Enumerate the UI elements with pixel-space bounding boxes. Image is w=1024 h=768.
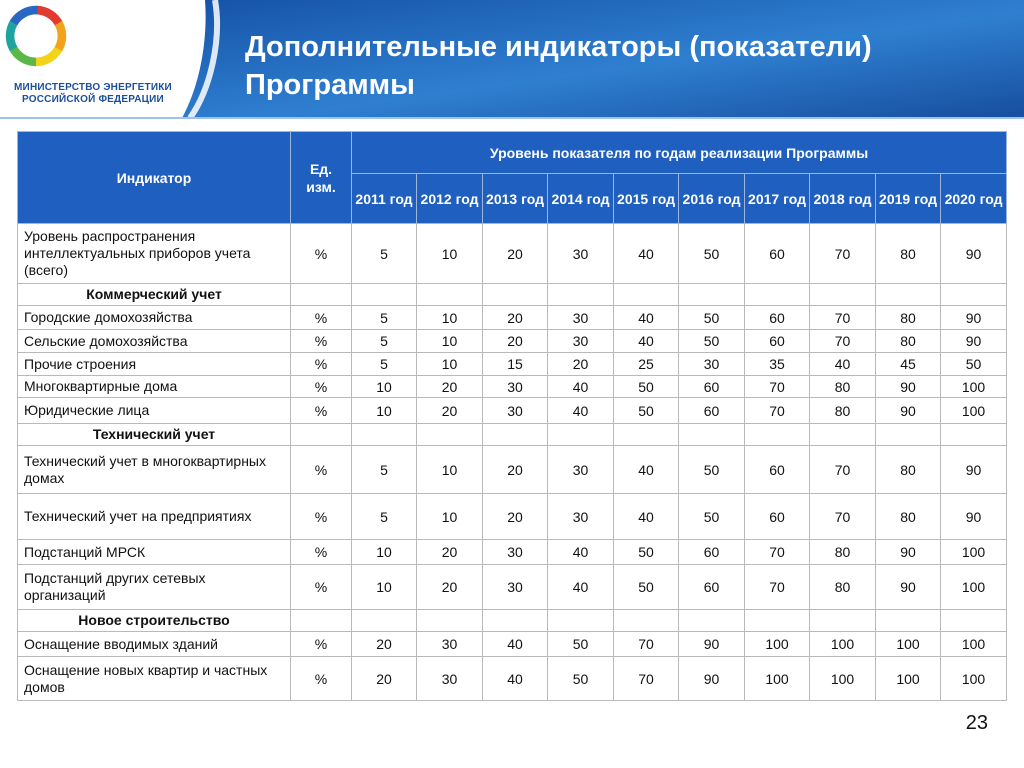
unit-cell: %: [291, 398, 352, 424]
value-cell: 20: [352, 657, 417, 701]
unit-cell: %: [291, 353, 352, 376]
header-year: 2018 год: [810, 174, 876, 224]
empty-cell: [417, 610, 483, 632]
value-cell: 40: [614, 306, 679, 330]
indicators-table: [17, 131, 1007, 701]
empty-cell: [941, 610, 1007, 632]
value-cell: 40: [614, 224, 679, 284]
indicator-name: Подстанций других сетевых организаций: [18, 565, 291, 610]
value-cell: 70: [810, 224, 876, 284]
empty-cell: [745, 284, 810, 306]
value-cell: 20: [483, 330, 548, 353]
empty-cell: [417, 284, 483, 306]
value-cell: 90: [679, 657, 745, 701]
value-cell: 10: [352, 540, 417, 565]
empty-cell: [876, 610, 941, 632]
value-cell: 70: [810, 494, 876, 540]
section-row: [18, 284, 1007, 306]
value-cell: 10: [352, 565, 417, 610]
empty-cell: [810, 424, 876, 446]
value-cell: 45: [876, 353, 941, 376]
empty-cell: [941, 424, 1007, 446]
value-cell: 20: [548, 353, 614, 376]
header-band: [0, 0, 1024, 128]
value-cell: 40: [483, 632, 548, 657]
value-cell: 100: [941, 565, 1007, 610]
empty-cell: [876, 424, 941, 446]
value-cell: 30: [483, 376, 548, 398]
value-cell: 50: [614, 398, 679, 424]
unit-cell: %: [291, 446, 352, 494]
value-cell: 50: [941, 353, 1007, 376]
section-title: Коммерческий учет: [18, 284, 291, 306]
value-cell: 80: [876, 330, 941, 353]
table-row: [18, 353, 1007, 376]
header-indicator: Индикатор: [18, 132, 291, 224]
ministry-logo-icon: [0, 0, 72, 72]
indicator-name: Оснащение новых квартир и частных домов: [18, 657, 291, 701]
value-cell: 80: [876, 306, 941, 330]
value-cell: 40: [614, 494, 679, 540]
value-cell: 80: [810, 376, 876, 398]
value-cell: 60: [745, 446, 810, 494]
value-cell: 70: [810, 306, 876, 330]
table-row: [18, 376, 1007, 398]
indicator-name: Сельские домохозяйства: [18, 330, 291, 353]
empty-cell: [352, 284, 417, 306]
empty-cell: [614, 284, 679, 306]
empty-cell: [483, 284, 548, 306]
value-cell: 80: [810, 398, 876, 424]
empty-cell: [810, 284, 876, 306]
header-year: 2016 год: [679, 174, 745, 224]
value-cell: 15: [483, 353, 548, 376]
header-year: 2013 год: [483, 174, 548, 224]
indicator-name: Уровень распространения интеллектуальных приборов учета (всего): [18, 224, 291, 284]
value-cell: 70: [745, 376, 810, 398]
value-cell: 30: [548, 446, 614, 494]
empty-cell: [679, 424, 745, 446]
value-cell: 50: [614, 540, 679, 565]
value-cell: 10: [352, 398, 417, 424]
header-year: 2020 год: [941, 174, 1007, 224]
value-cell: 30: [417, 657, 483, 701]
value-cell: 5: [352, 446, 417, 494]
table-row: [18, 632, 1007, 657]
value-cell: 70: [745, 540, 810, 565]
value-cell: 40: [614, 446, 679, 494]
value-cell: 100: [941, 540, 1007, 565]
table-row: [18, 224, 1007, 284]
unit-cell: %: [291, 330, 352, 353]
value-cell: 100: [941, 632, 1007, 657]
indicator-name: Технический учет на предприятиях: [18, 494, 291, 540]
table-row: [18, 330, 1007, 353]
empty-cell: [745, 424, 810, 446]
value-cell: 100: [745, 632, 810, 657]
table-row: [18, 657, 1007, 701]
empty-cell: [352, 424, 417, 446]
page-title-line1: Дополнительные индикаторы (показатели): [245, 31, 872, 63]
value-cell: 10: [417, 330, 483, 353]
header-year: 2012 год: [417, 174, 483, 224]
ministry-name-line2: РОССИЙСКОЙ ФЕДЕРАЦИИ: [22, 94, 164, 105]
value-cell: 90: [876, 376, 941, 398]
header-year: 2015 год: [614, 174, 679, 224]
indicator-name: Прочие строения: [18, 353, 291, 376]
value-cell: 50: [548, 657, 614, 701]
value-cell: 20: [417, 540, 483, 565]
value-cell: 10: [417, 446, 483, 494]
unit-cell: %: [291, 632, 352, 657]
value-cell: 60: [745, 330, 810, 353]
empty-cell: [614, 424, 679, 446]
table-row: [18, 306, 1007, 330]
value-cell: 10: [417, 353, 483, 376]
value-cell: 90: [941, 330, 1007, 353]
value-cell: 30: [548, 306, 614, 330]
value-cell: 100: [941, 398, 1007, 424]
value-cell: 20: [483, 224, 548, 284]
value-cell: 100: [941, 376, 1007, 398]
empty-cell: [548, 284, 614, 306]
unit-cell: %: [291, 565, 352, 610]
value-cell: 100: [941, 657, 1007, 701]
ministry-name: [8, 82, 178, 106]
value-cell: 50: [548, 632, 614, 657]
value-cell: 100: [810, 657, 876, 701]
empty-cell: [483, 610, 548, 632]
value-cell: 60: [679, 565, 745, 610]
value-cell: 60: [679, 398, 745, 424]
value-cell: 5: [352, 353, 417, 376]
indicator-name: Подстанций МРСК: [18, 540, 291, 565]
value-cell: 70: [614, 632, 679, 657]
header-year: 2014 год: [548, 174, 614, 224]
value-cell: 60: [745, 224, 810, 284]
section-row: [18, 424, 1007, 446]
value-cell: 20: [417, 398, 483, 424]
section-title: Технический учет: [18, 424, 291, 446]
value-cell: 50: [679, 306, 745, 330]
value-cell: 50: [679, 224, 745, 284]
header-year: 2011 год: [352, 174, 417, 224]
unit-cell: %: [291, 224, 352, 284]
value-cell: 90: [876, 398, 941, 424]
value-cell: 60: [745, 494, 810, 540]
value-cell: 60: [745, 306, 810, 330]
value-cell: 90: [679, 632, 745, 657]
value-cell: 30: [679, 353, 745, 376]
value-cell: 5: [352, 494, 417, 540]
value-cell: 40: [548, 376, 614, 398]
value-cell: 80: [876, 224, 941, 284]
value-cell: 30: [483, 540, 548, 565]
value-cell: 30: [548, 330, 614, 353]
unit-cell: %: [291, 494, 352, 540]
empty-cell: [548, 610, 614, 632]
empty-cell: [679, 284, 745, 306]
unit-cell: %: [291, 657, 352, 701]
table-row: [18, 565, 1007, 610]
value-cell: 100: [876, 632, 941, 657]
empty-cell: [483, 424, 548, 446]
value-cell: 70: [745, 398, 810, 424]
empty-cell: [291, 610, 352, 632]
empty-cell: [810, 610, 876, 632]
indicator-name: Юридические лица: [18, 398, 291, 424]
value-cell: 70: [745, 565, 810, 610]
header-year: 2017 год: [745, 174, 810, 224]
header-unit: Ед. изм.: [291, 132, 352, 224]
header-level: Уровень показателя по годам реализации Программы: [352, 132, 1007, 174]
value-cell: 30: [417, 632, 483, 657]
value-cell: 80: [876, 446, 941, 494]
value-cell: 50: [679, 446, 745, 494]
value-cell: 70: [810, 446, 876, 494]
value-cell: 90: [876, 540, 941, 565]
value-cell: 10: [352, 376, 417, 398]
value-cell: 80: [876, 494, 941, 540]
empty-cell: [679, 610, 745, 632]
value-cell: 20: [417, 376, 483, 398]
page-number: 23: [965, 712, 988, 734]
empty-cell: [941, 284, 1007, 306]
empty-cell: [417, 424, 483, 446]
value-cell: 10: [417, 224, 483, 284]
value-cell: 80: [810, 565, 876, 610]
indicator-name: Технический учет в многоквартирных домах: [18, 446, 291, 494]
value-cell: 30: [483, 398, 548, 424]
value-cell: 100: [745, 657, 810, 701]
table-body: [18, 224, 1007, 701]
value-cell: 20: [483, 306, 548, 330]
table-header-row: [18, 132, 1007, 174]
value-cell: 40: [548, 540, 614, 565]
value-cell: 35: [745, 353, 810, 376]
unit-cell: %: [291, 306, 352, 330]
value-cell: 90: [876, 565, 941, 610]
value-cell: 30: [548, 494, 614, 540]
value-cell: 70: [810, 330, 876, 353]
empty-cell: [745, 610, 810, 632]
value-cell: 50: [679, 494, 745, 540]
empty-cell: [352, 610, 417, 632]
value-cell: 5: [352, 306, 417, 330]
value-cell: 60: [679, 540, 745, 565]
value-cell: 30: [483, 565, 548, 610]
value-cell: 40: [483, 657, 548, 701]
value-cell: 20: [352, 632, 417, 657]
page-title-line2: Программы: [245, 69, 415, 101]
value-cell: 30: [548, 224, 614, 284]
value-cell: 20: [483, 446, 548, 494]
value-cell: 25: [614, 353, 679, 376]
value-cell: 90: [941, 224, 1007, 284]
value-cell: 20: [417, 565, 483, 610]
value-cell: 50: [679, 330, 745, 353]
value-cell: 60: [679, 376, 745, 398]
section-row: [18, 610, 1007, 632]
value-cell: 80: [810, 540, 876, 565]
value-cell: 20: [483, 494, 548, 540]
table-row: [18, 398, 1007, 424]
unit-cell: %: [291, 540, 352, 565]
ministry-name-line1: МИНИСТЕРСТВО ЭНЕРГЕТИКИ: [14, 82, 172, 93]
value-cell: 100: [810, 632, 876, 657]
empty-cell: [614, 610, 679, 632]
value-cell: 40: [548, 398, 614, 424]
unit-cell: %: [291, 376, 352, 398]
value-cell: 10: [417, 306, 483, 330]
value-cell: 40: [810, 353, 876, 376]
value-cell: 40: [548, 565, 614, 610]
empty-cell: [876, 284, 941, 306]
indicator-name: Многоквартирные дома: [18, 376, 291, 398]
value-cell: 40: [614, 330, 679, 353]
value-cell: 50: [614, 565, 679, 610]
value-cell: 50: [614, 376, 679, 398]
value-cell: 70: [614, 657, 679, 701]
value-cell: 5: [352, 224, 417, 284]
value-cell: 90: [941, 306, 1007, 330]
header-year: 2019 год: [876, 174, 941, 224]
table-row: [18, 446, 1007, 494]
table-row: [18, 540, 1007, 565]
value-cell: 90: [941, 494, 1007, 540]
value-cell: 5: [352, 330, 417, 353]
page-title: [245, 28, 1005, 104]
indicator-name: Оснащение вводимых зданий: [18, 632, 291, 657]
empty-cell: [548, 424, 614, 446]
value-cell: 90: [941, 446, 1007, 494]
empty-cell: [291, 424, 352, 446]
section-title: Новое строительство: [18, 610, 291, 632]
value-cell: 100: [876, 657, 941, 701]
indicator-name: Городские домохозяйства: [18, 306, 291, 330]
table-row: [18, 494, 1007, 540]
empty-cell: [291, 284, 352, 306]
value-cell: 10: [417, 494, 483, 540]
